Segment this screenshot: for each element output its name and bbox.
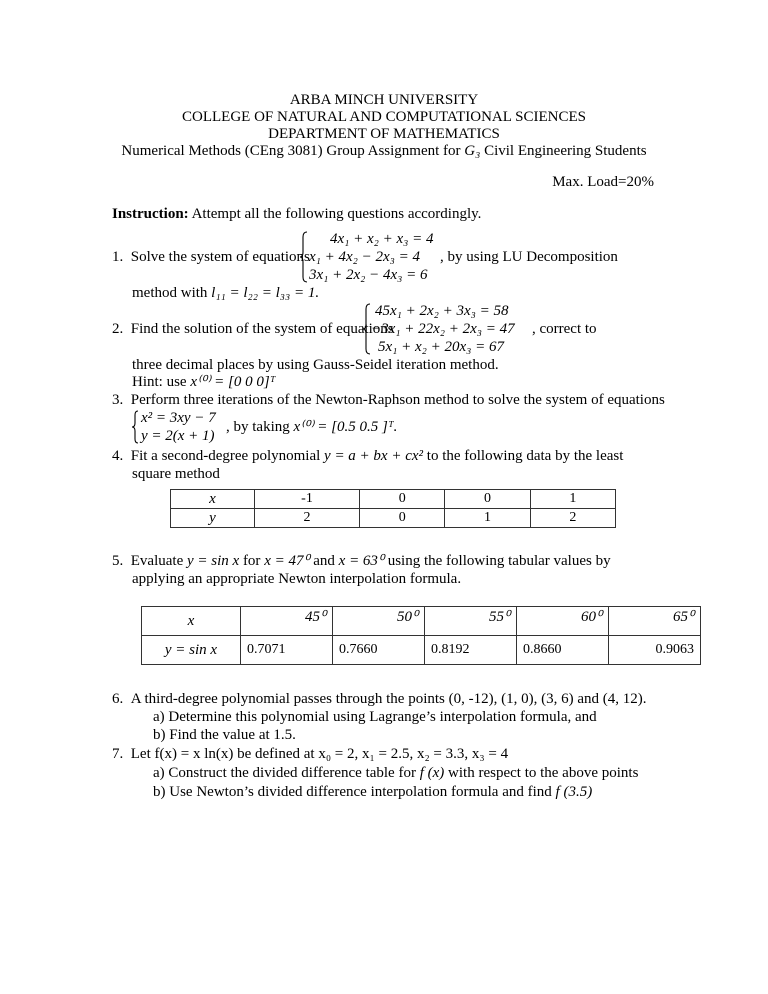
q7a-text-post: with respect to the above points xyxy=(444,765,639,781)
table-cell: 45⁰ xyxy=(241,607,333,636)
table-cell: -1 xyxy=(254,490,359,509)
hint-text: Hint: use xyxy=(132,374,191,390)
q1-cont-text: method with xyxy=(132,285,212,301)
q5-text: for xyxy=(239,553,265,569)
brace-icon xyxy=(363,303,371,355)
table-header: y = sin x xyxy=(142,636,241,665)
instruction-label: Instruction: xyxy=(112,206,189,222)
table-row xyxy=(142,636,701,665)
hint-math: x⁽⁰⁾ = [0 0 0]ᵀ xyxy=(190,374,276,390)
group-math: G₃ xyxy=(464,143,481,159)
table-cell: 1 xyxy=(530,490,615,509)
q2-text: Find the solution of the system of equations xyxy=(130,321,394,337)
table-cell: 0.9063 xyxy=(609,636,701,665)
question-7 xyxy=(112,745,508,763)
q5-text: using the following tabular values by xyxy=(383,553,611,569)
q3-eq-1: x² = 3xy − 7 xyxy=(141,410,216,426)
university-name: ARBA MINCH UNIVERSITY xyxy=(289,92,479,108)
q2-eq-3: 5x₁ + x₂ + 20x₃ = 67 xyxy=(378,339,504,355)
q7-part-b xyxy=(153,783,592,801)
question-5 xyxy=(112,552,611,570)
q5-math: x = 63⁰ xyxy=(338,553,384,569)
course-text: Numerical Methods (CEng 3081) Group Assignment for xyxy=(121,143,465,159)
q3-post xyxy=(226,418,397,436)
q4-data-table xyxy=(170,489,616,528)
table-cell: 0.7071 xyxy=(241,636,333,665)
q5-data-table xyxy=(141,606,701,665)
q5-math: x = 47⁰ xyxy=(264,553,310,569)
q1-eq-2: x₁ + 4x₂ − 2x₃ = 4 xyxy=(309,249,420,265)
table-cell: 65⁰ xyxy=(609,607,701,636)
q7a-math: f (x) xyxy=(419,765,445,781)
table-row xyxy=(142,607,701,636)
table-cell: 2 xyxy=(254,509,359,528)
q2-eq-1: 45x₁ + 2x₂ + 3x₃ = 58 xyxy=(375,303,509,319)
table-cell: 0 xyxy=(360,509,445,528)
q3-text: Perform three iterations of the Newton-Raphson method to solve the system of equations xyxy=(130,392,665,408)
q-number: 6. xyxy=(112,691,124,707)
question-1 xyxy=(112,248,310,266)
college-name: COLLEGE OF NATURAL AND COMPUTATIONAL SCIENCES xyxy=(182,109,586,125)
table-cell: 0.8192 xyxy=(425,636,517,665)
table-cell: 0 xyxy=(445,490,530,509)
question-6 xyxy=(112,690,646,708)
q2-eq-2: −3x₁ + 22x₂ + 2x₃ = 47 xyxy=(371,321,515,337)
q1-eq-1: 4x₁ + x₂ + x₃ = 4 xyxy=(330,231,434,247)
brace-icon xyxy=(132,410,139,444)
course-text-post: Civil Engineering Students xyxy=(480,143,647,159)
table-cell: 55⁰ xyxy=(425,607,517,636)
q-number: 5. xyxy=(112,553,124,569)
max-load: Max. Load=20% xyxy=(552,174,654,190)
q7b-math: f (3.5) xyxy=(555,784,593,800)
brace-icon xyxy=(300,231,308,283)
q3-post-math: x⁽⁰⁾ = [0.5 0.5 ]ᵀ. xyxy=(293,419,398,435)
q1-text: Solve the system of equations xyxy=(130,249,310,265)
q6-part-a: a) Determine this polynomial using Lagrange’s interpolation formula, and xyxy=(153,709,597,725)
question-4 xyxy=(112,447,623,465)
q-number: 4. xyxy=(112,448,124,464)
q1-cont-math: l₁₁ = l₂₂ = l₃₃ = 1. xyxy=(211,285,320,301)
q7-math: f(x) = x ln(x) be defined at x₀ = 2, x₁ = 2.5, x₂ = 3.3, x₃ = 4 xyxy=(154,746,509,762)
q1-post: , by using LU Decomposition xyxy=(440,249,618,265)
q1-cont xyxy=(132,284,319,302)
q-number: 1. xyxy=(112,249,124,265)
table-cell: 1 xyxy=(445,509,530,528)
table-cell: 60⁰ xyxy=(517,607,609,636)
q6-part-b: b) Find the value at 1.5. xyxy=(153,727,296,743)
q2-cont: three decimal places by using Gauss-Seidel iteration method. xyxy=(132,357,499,373)
q7b-text: b) Use Newton’s divided difference interpolation formula and find xyxy=(153,784,556,800)
q2-post: , correct to xyxy=(532,321,597,337)
table-cell: 0.8660 xyxy=(517,636,609,665)
question-3 xyxy=(112,391,665,409)
course-title xyxy=(0,142,768,160)
q7-part-a xyxy=(153,764,638,782)
table-cell: 50⁰ xyxy=(333,607,425,636)
table-row xyxy=(171,509,616,528)
q5-math: y = sin x xyxy=(186,553,240,569)
table-header: y xyxy=(171,509,255,528)
q5-cont: applying an appropriate Newton interpolation formula. xyxy=(132,571,462,587)
q-number: 2. xyxy=(112,321,124,337)
department-name: DEPARTMENT OF MATHEMATICS xyxy=(268,126,500,142)
q7a-text: a) Construct the divided difference table for xyxy=(153,765,420,781)
question-2 xyxy=(112,320,394,338)
q4-text: Fit a second-degree polynomial xyxy=(130,448,325,464)
q3-eq-2: y = 2(x + 1) xyxy=(141,428,215,444)
table-row xyxy=(171,490,616,509)
q-number: 3. xyxy=(112,392,124,408)
q4-text-post: to the following data by the least xyxy=(423,448,624,464)
q5-text: and xyxy=(309,553,339,569)
q4-math: y = a + bx + cx² xyxy=(324,448,424,464)
q4-cont: square method xyxy=(132,466,220,482)
q6-text: A third-degree polynomial passes through the points (0, -12), (1, 0), (3, 6) and (4, 12). xyxy=(130,691,647,707)
table-cell: 2 xyxy=(530,509,615,528)
table-cell: 0.7660 xyxy=(333,636,425,665)
table-header: x xyxy=(171,490,255,509)
q7-text: Let xyxy=(130,746,155,762)
q3-post-text: , by taking xyxy=(226,419,294,435)
q1-eq-3: 3x₁ + 2x₂ − 4x₃ = 6 xyxy=(309,267,428,283)
table-header: x xyxy=(142,607,241,636)
q-number: 7. xyxy=(112,746,124,762)
instruction xyxy=(112,205,481,223)
table-cell: 0 xyxy=(360,490,445,509)
instruction-text: Attempt all the following questions accordingly. xyxy=(188,206,482,222)
q2-hint xyxy=(132,373,275,391)
q5-text: Evaluate xyxy=(130,553,187,569)
